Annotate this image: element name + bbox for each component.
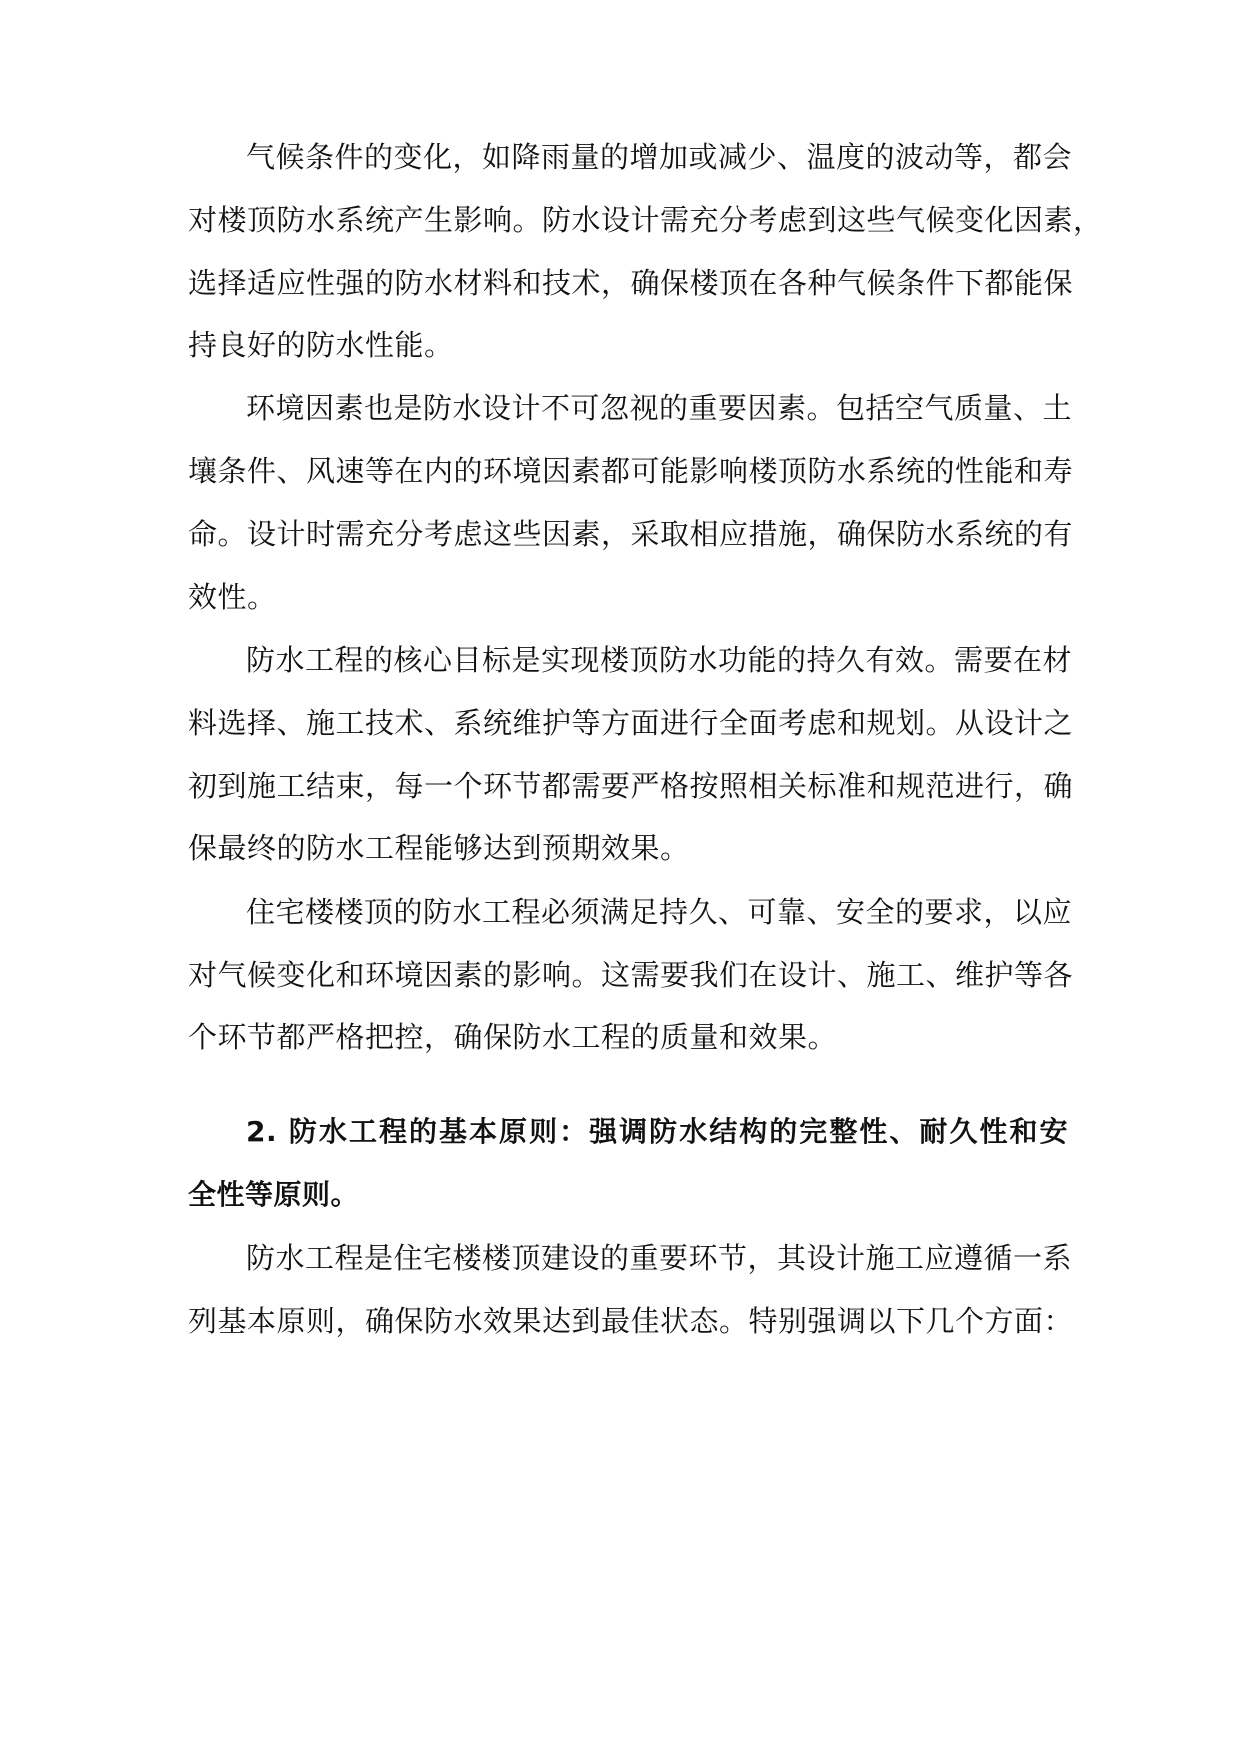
- paragraph-4-line-1: 住宅楼楼顶的防水工程必须满足持久、可靠、安全的要求，以应: [246, 895, 1073, 929]
- paragraph-3-line-4: 保最终的防水工程能够达到预期效果。: [188, 831, 690, 865]
- closing-paragraph-line-1: 防水工程是住宅楼楼顶建设的重要环节，其设计施工应遵循一系: [246, 1241, 1073, 1275]
- section-heading-line-2: 全性等原则。: [188, 1178, 360, 1211]
- paragraph-2-line-2: 壤条件、风速等在内的环境因素都可能影响楼顶防水系统的性能和寿: [188, 454, 1074, 488]
- paragraph-2-line-4: 效性。: [188, 580, 277, 614]
- paragraph-2-line-3: 命。设计时需充分考虑这些因素，采取相应措施，确保防水系统的有: [188, 517, 1074, 551]
- paragraph-1-line-2: 对楼顶防水系统产生影响。防水设计需充分考虑到这些气候变化因素，: [188, 203, 1103, 237]
- paragraph-4-line-2: 对气候变化和环境因素的影响。这需要我们在设计、施工、维护等各: [188, 958, 1074, 992]
- paragraph-3-line-1: 防水工程的核心目标是实现楼顶防水功能的持久有效。需要在材: [246, 643, 1073, 677]
- paragraph-1-line-3: 选择适应性强的防水材料和技术，确保楼顶在各种气候条件下都能保: [188, 266, 1074, 300]
- closing-paragraph-line-2: 列基本原则，确保防水效果达到最佳状态。特别强调以下几个方面：: [188, 1304, 1074, 1338]
- paragraph-3-line-2: 料选择、施工技术、系统维护等方面进行全面考虑和规划。从设计之: [188, 706, 1074, 740]
- paragraph-2-line-1: 环境因素也是防水设计不可忽视的重要因素。包括空气质量、土: [246, 391, 1073, 425]
- paragraph-3-line-3: 初到施工结束，每一个环节都需要严格按照相关标准和规范进行，确: [188, 769, 1074, 803]
- section-heading-line-1: 2. 防水工程的基本原则：强调防水结构的完整性、耐久性和安: [246, 1115, 1068, 1148]
- paragraph-1-line-4: 持良好的防水性能。: [188, 328, 454, 362]
- paragraph-4-line-3: 个环节都严格把控，确保防水工程的质量和效果。: [188, 1020, 838, 1054]
- paragraph-1-line-1: 气候条件的变化，如降雨量的增加或减少、温度的波动等，都会: [246, 140, 1073, 174]
